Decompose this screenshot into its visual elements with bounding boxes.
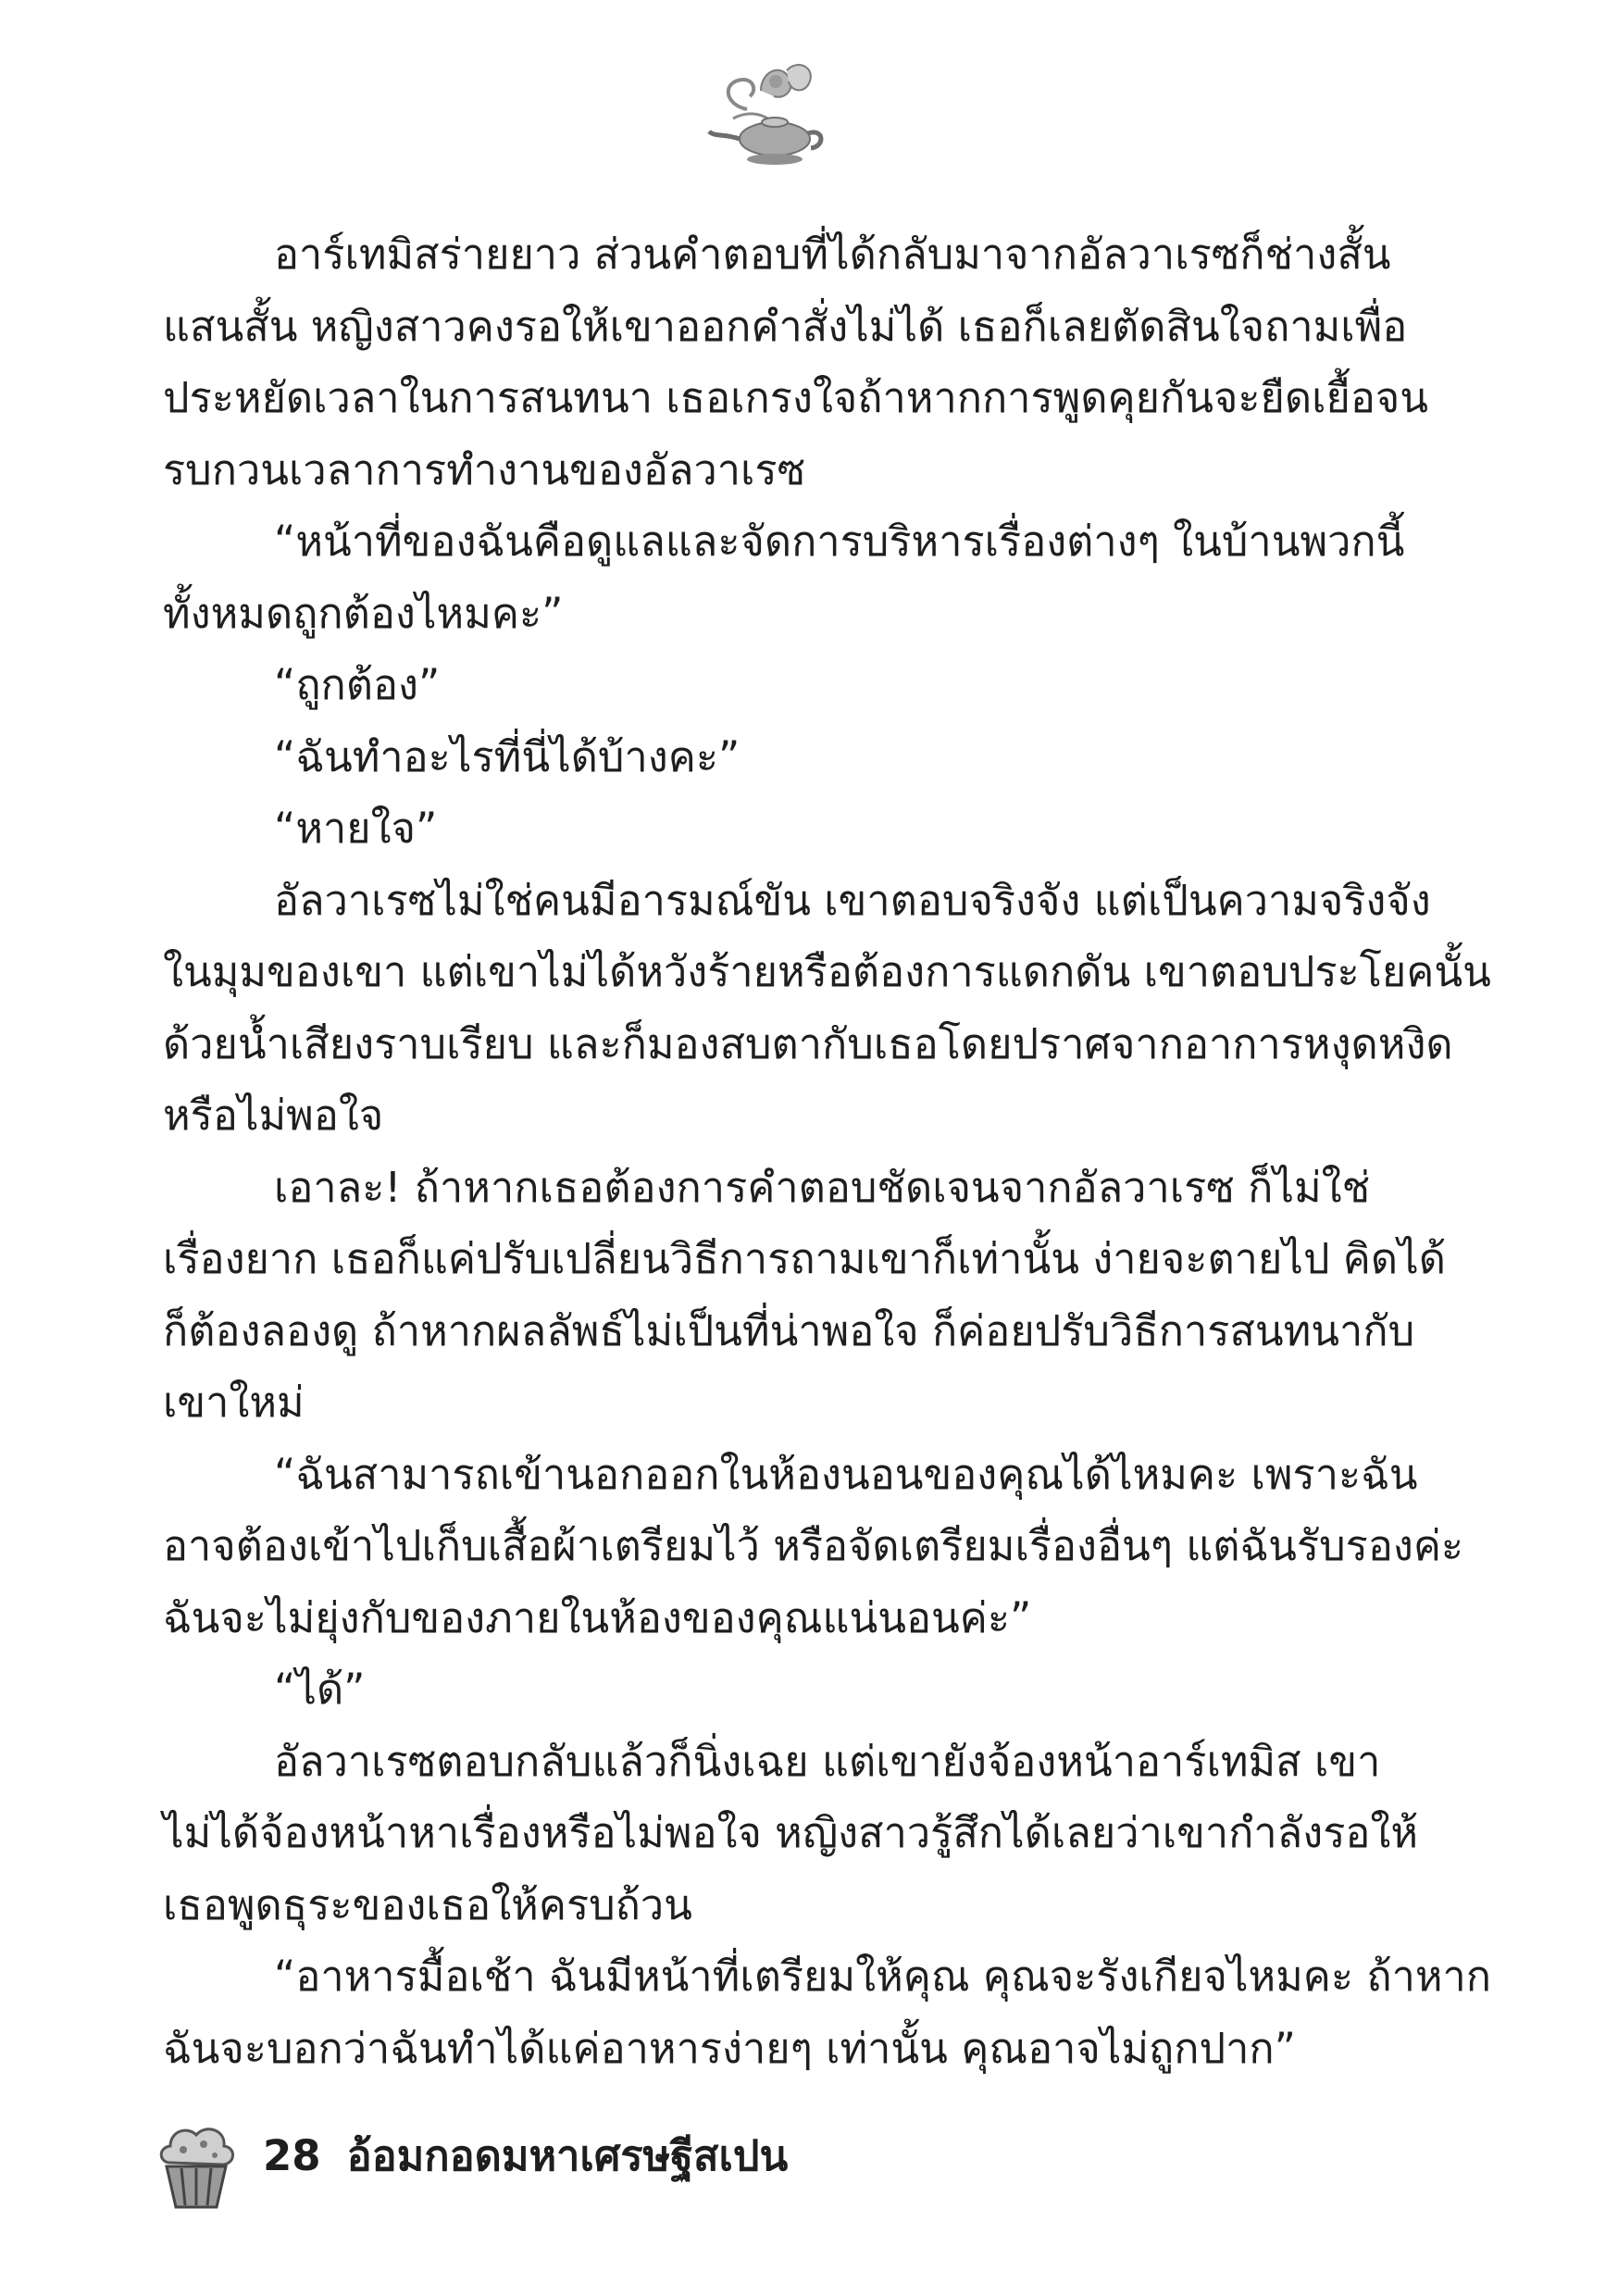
body-text (163, 218, 1492, 2084)
text-line: ฉันจะบอกว่าฉันทำได้แค่อาหารง่ายๆ เท่านั้น คุณอาจไม่ถูกปาก” (163, 2023, 1296, 2073)
text-line: หรือไม่พอใจ (163, 1091, 384, 1140)
text-line: รบกวนเวลาการทำงานของอัลวาเรซ (163, 444, 806, 494)
text-line: ฉันจะไม่ยุ่งกับของภายในห้องของคุณแน่นอนค่ะ” (163, 1592, 1032, 1642)
text-line: “หน้าที่ของฉันคือดูแลและจัดการบริหารเรื่องต่างๆ ในบ้านพวกนี้ (274, 517, 1405, 566)
book-title: อ้อมกอดมหาเศรษฐีสเปน (346, 2131, 789, 2180)
text-line: ในมุมของเขา แต่เขาไม่ได้หวังร้ายหรือต้องการแดกดัน เขาตอบประโยคนั้น (163, 947, 1491, 996)
text-line: “อาหารมื้อเช้า ฉันมีหน้าที่เตรียมให้คุณ คุณจะรังเกียจไหมคะ ถ้าหาก (274, 1952, 1492, 2001)
text-line: ก็ต้องลองดู ถ้าหากผลลัพธ์ไม่เป็นที่น่าพอใจ ก็ค่อยปรับวิธีการสนทนากับ (163, 1305, 1415, 1355)
text-line: อัลวาเรซไม่ใช่คนมีอารมณ์ขัน เขาตอบจริงจัง แต่เป็นความจริงจัง (274, 875, 1431, 925)
text-line: เธอพูดธุระของเธอให้ครบถ้วน (163, 1879, 692, 1929)
text-line: อัลวาเรซตอบกลับแล้วก็นิ่งเฉย แต่เขายังจ้องหน้าอาร์เทมิส เขา (274, 1736, 1381, 1786)
text-line: แสนสั้น หญิงสาวคงรอให้เขาออกคำสั่งไม่ได้ เธอก็เลยตัดสินใจถามเพื่อ (163, 301, 1408, 351)
text-line: อาจต้องเข้าไปเก็บเสื้อผ้าเตรียมไว้ หรือจัดเตรียมเรื่องอื่นๆ แต่ฉันรับรองค่ะ (163, 1521, 1464, 1570)
text-line: ประหยัดเวลาในการสนทนา เธอเกรงใจถ้าหากการพูดคุยกันจะยืดเยื้อจน (163, 373, 1429, 422)
text-line: ทั้งหมดถูกต้องไหมคะ” (163, 588, 564, 638)
text-line: “ฉันทำอะไรที่นี่ได้บ้างคะ” (274, 731, 741, 781)
text-line: “ได้” (274, 1665, 366, 1714)
text-line: “หายใจ” (274, 804, 438, 853)
cupid-teapot-ornament-icon (696, 54, 835, 174)
text-line: อาร์เทมิสร่ายยาว ส่วนคำตอบที่ได้กลับมาจากอัลวาเรซก็ช่างสั้น (274, 230, 1391, 279)
text-line: เอาละ! ถ้าหากเธอต้องการคำตอบชัดเจนจากอัลวาเรซ ก็ไม่ใช่ (274, 1162, 1371, 1212)
text-line: เขาใหม่ (163, 1378, 305, 1427)
text-line: “ฉันสามารถเข้านอกออกในห้องนอนของคุณได้ไหมคะ เพราะฉัน (274, 1449, 1418, 1499)
text-line: “ถูกต้อง” (274, 660, 441, 709)
cupcake-icon (150, 2115, 243, 2216)
page-footer (263, 2122, 788, 2189)
page-number: 28 (263, 2131, 321, 2180)
text-line: ไม่ได้จ้องหน้าหาเรื่องหรือไม่พอใจ หญิงสาวรู้สึกได้เลยว่าเขากำลังรอให้ (163, 1808, 1419, 1857)
text-line: เรื่องยาก เธอก็แค่ปรับเปลี่ยนวิธีการถามเขาก็เท่านั้น ง่ายจะตายไป คิดได้ (163, 1234, 1446, 1283)
text-line: ด้วยน้ำเสียงราบเรียบ และก็มองสบตากับเธอโดยปราศจากอาการหงุดหงิด (163, 1018, 1453, 1068)
